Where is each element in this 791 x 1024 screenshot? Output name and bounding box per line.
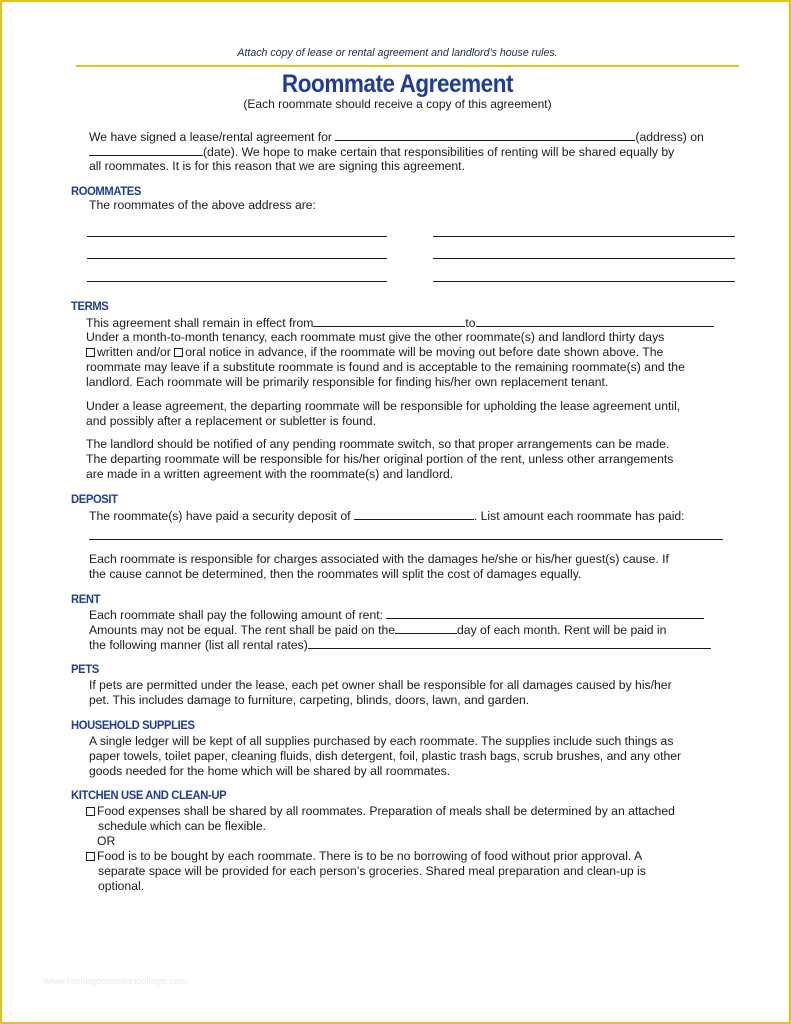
deposit-line-1: The roommate(s) have paid a security deposit of . List amount each roommate has paid: xyxy=(89,509,685,523)
kitchen-option-2-line-2: separate space will be provided for each person’s groceries. Shared meal preparation and clean-up is xyxy=(98,864,646,878)
written-notice-checkbox[interactable] xyxy=(86,348,95,357)
supplies-line-3: goods needed for the home which will be shared by all roommates. xyxy=(89,764,451,778)
section-heading-terms: TERMS xyxy=(71,299,109,313)
rent-day-field[interactable] xyxy=(395,622,457,634)
terms-line-4: roommate may leave if a substitute roommate is found and is acceptable to the remaining roommate(s) and the xyxy=(86,360,685,374)
pets-line-1: If pets are permitted under the lease, each pet owner shall be responsible for all damages caused by his/her xyxy=(89,678,672,692)
intro-line-2: (date). We hope to make certain that responsibilities of renting will be shared equally by xyxy=(89,144,674,160)
intro-line-3: all roommates. It is for this reason that we are signing this agreement. xyxy=(89,159,465,173)
section-heading-rent: RENT xyxy=(71,592,101,606)
pets-line-2: pet. This includes damage to furniture, carpeting, blinds, doors, lawn, and garden. xyxy=(89,693,530,707)
end-date-field[interactable] xyxy=(476,315,714,327)
start-date-field[interactable] xyxy=(313,315,465,327)
oral-notice-checkbox[interactable] xyxy=(174,348,183,357)
supplies-line-1: A single ledger will be kept of all supplies purchased by each roommate. The supplies include such things as xyxy=(89,734,674,748)
date-field[interactable] xyxy=(89,144,203,156)
terms-para3-line-2: The departing roommate will be responsible for his/her original portion of the rent, unless other arrangements xyxy=(86,452,674,466)
gold-divider xyxy=(76,65,739,67)
kitchen-or-label: OR xyxy=(97,834,116,848)
kitchen-option-2-line-1: Food is to be bought by each roommate. There is to be no borrowing of food without prior approval. A xyxy=(86,849,642,864)
terms-line-1: This agreement shall remain in effect from to xyxy=(86,315,714,331)
rent-manner-field[interactable] xyxy=(308,637,711,649)
address-field[interactable] xyxy=(335,129,635,141)
kitchen-option-1-line-2: schedule which can be flexible. xyxy=(98,819,267,833)
attach-note: Attach copy of lease or rental agreement and landlord’s house rules. xyxy=(237,47,558,59)
section-heading-deposit: DEPOSIT xyxy=(71,492,118,506)
roommates-text: The roommates of the above address are: xyxy=(89,198,316,212)
roommate-name-line[interactable] xyxy=(433,258,735,259)
deposit-list-line[interactable] xyxy=(89,539,723,540)
roommate-name-line[interactable] xyxy=(87,236,387,237)
terms-line-5: landlord. Each roommate will be primarily responsible for finding his/her own replacement tenant. xyxy=(86,375,609,389)
watermark-text: www.heritagechristiancollege.com xyxy=(44,976,188,987)
section-heading-pets: PETS xyxy=(71,662,99,676)
section-heading-kitchen: KITCHEN USE AND CLEAN-UP xyxy=(71,788,227,802)
deposit-para2-line-2: the cause cannot be determined, then the roommates will split the cost of damages equally. xyxy=(89,567,582,581)
kitchen-option-2-line-3: optional. xyxy=(98,879,145,893)
rent-amount-field[interactable] xyxy=(386,607,704,619)
deposit-para2-line-1: Each roommate is responsible for charges associated with the damages he/she or his/her guest(s) cause. If xyxy=(89,552,669,566)
page-title: Roommate Agreement xyxy=(281,70,514,98)
shared-food-checkbox[interactable] xyxy=(86,807,95,816)
rent-line-1: Each roommate shall pay the following amount of rent: xyxy=(89,607,704,623)
roommate-name-line[interactable] xyxy=(433,236,735,237)
terms-para3-line-3: are made in a written agreement with the roommate(s) and landlord. xyxy=(86,467,454,481)
intro-line-1: We have signed a lease/rental agreement for (address) on xyxy=(89,130,704,144)
roommate-name-line[interactable] xyxy=(87,281,387,282)
terms-para3-line-1: The landlord should be notified of any pending roommate switch, so that proper arrangements can be made. xyxy=(86,437,670,451)
deposit-amount-field[interactable] xyxy=(354,508,474,520)
section-heading-household-supplies: HOUSEHOLD SUPPLIES xyxy=(71,718,195,732)
section-heading-roommates: ROOMMATES xyxy=(71,184,141,198)
separate-food-checkbox[interactable] xyxy=(86,852,95,861)
kitchen-option-1-line-1: Food expenses shall be shared by all roommates. Preparation of meals shall be determined by an attached xyxy=(86,804,675,819)
terms-line-3: written and/or oral notice in advance, if the roommate will be moving out before date shown above. The xyxy=(86,345,663,360)
rent-line-3: the following manner (list all rental rates) xyxy=(89,637,711,653)
terms-para2-line-2: and possibly after a replacement or subletter is found. xyxy=(86,414,376,428)
terms-para2-line-1: Under a lease agreement, the departing roommate will be responsible for upholding the lease agreement until, xyxy=(86,399,681,413)
terms-line-2: Under a month-to-month tenancy, each roommate must give the other roommate(s) and landlord thirty days xyxy=(86,330,665,344)
supplies-line-2: paper towels, toilet paper, cleaning fluids, dish detergent, foil, plastic trash bags, scrub brushes, and any other xyxy=(89,749,682,763)
roommate-name-line[interactable] xyxy=(433,281,735,282)
page-subtitle: (Each roommate should receive a copy of this agreement) xyxy=(243,97,552,111)
rent-line-2: Amounts may not be equal. The rent shall be paid on the day of each month. Rent will be paid in xyxy=(89,623,667,637)
roommate-name-line[interactable] xyxy=(87,258,387,259)
